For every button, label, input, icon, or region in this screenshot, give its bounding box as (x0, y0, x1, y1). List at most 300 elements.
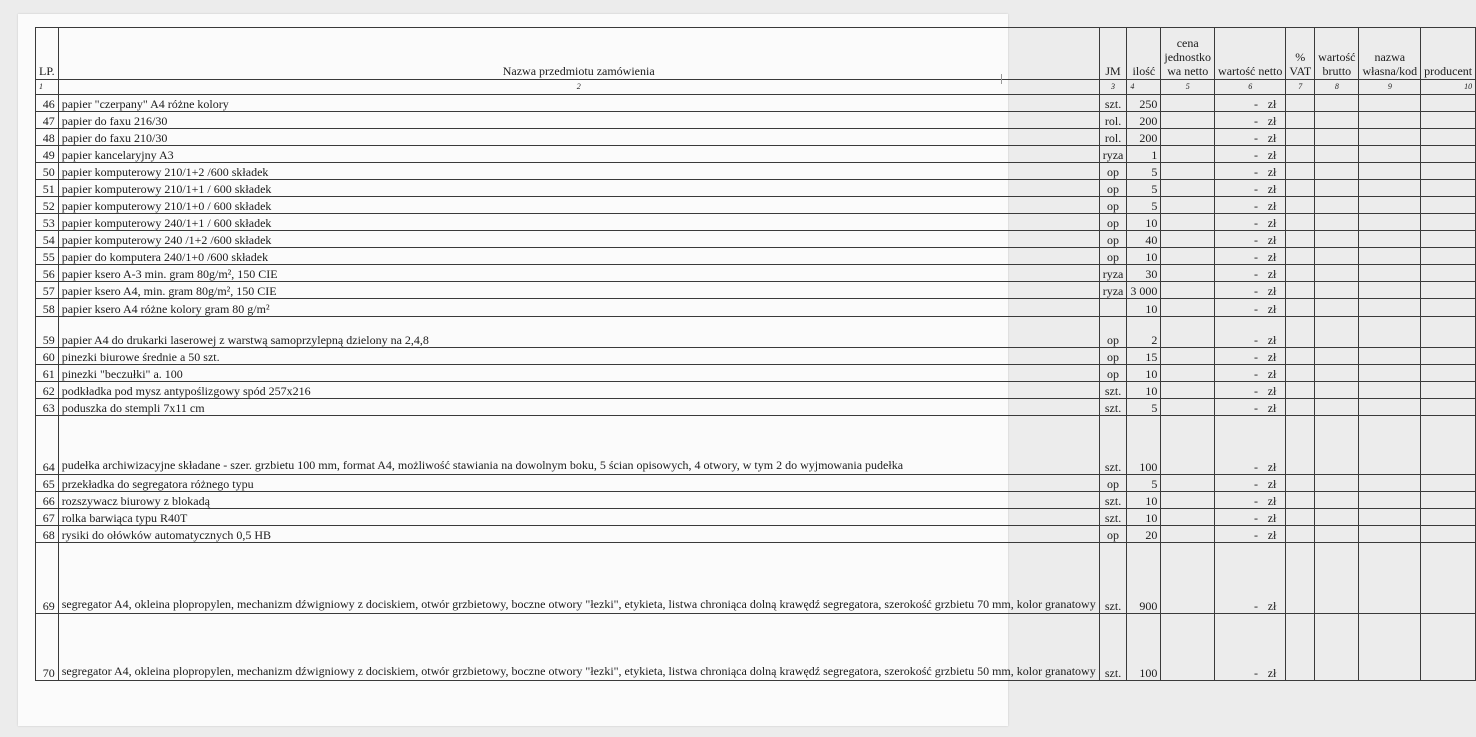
cell-name: papier komputerowy 210/1+0 / 600 składek (58, 197, 1099, 214)
cell-gross (1315, 475, 1359, 492)
cell-own-name (1359, 614, 1421, 681)
cell-vat (1286, 475, 1315, 492)
cell-own-name (1359, 543, 1421, 614)
cell-net-value (1215, 146, 1286, 163)
cell-net-value (1215, 526, 1286, 543)
cell-lp: 70 (36, 614, 59, 681)
net-value-currency: zł (1267, 477, 1277, 491)
cell-producer (1421, 231, 1476, 248)
cell-qty: 100 (1127, 416, 1161, 475)
table-row (36, 146, 1476, 163)
cell-net-value (1215, 163, 1286, 180)
cell-lp: 65 (36, 475, 59, 492)
cell-unit-price (1161, 399, 1215, 416)
table-row (36, 416, 1476, 475)
cell-producer (1421, 265, 1476, 282)
cell-jm: op (1099, 475, 1127, 492)
header-gross-l2: brutto (1322, 64, 1352, 78)
net-value-dash: - (1254, 302, 1259, 316)
cell-unit-price (1161, 382, 1215, 399)
net-value-dash: - (1254, 666, 1259, 680)
cell-qty: 10 (1127, 248, 1161, 265)
header-unit-price-l2: jednostko (1164, 50, 1212, 64)
column-number: 5 (1161, 80, 1215, 95)
table-row (36, 214, 1476, 231)
net-value-currency: zł (1267, 384, 1277, 398)
cell-producer (1421, 416, 1476, 475)
column-number: 2 (58, 80, 1099, 95)
cell-unit-price (1161, 180, 1215, 197)
net-value-dash: - (1254, 233, 1259, 247)
net-value-dash: - (1254, 97, 1259, 111)
cell-jm: op (1099, 180, 1127, 197)
cell-gross (1315, 416, 1359, 475)
cell-unit-price (1161, 282, 1215, 299)
cell-own-name (1359, 197, 1421, 214)
cell-qty: 5 (1127, 399, 1161, 416)
net-value-currency: zł (1267, 460, 1277, 474)
cell-gross (1315, 163, 1359, 180)
cell-net-value (1215, 214, 1286, 231)
cell-jm: szt. (1099, 543, 1127, 614)
cell-qty: 1 (1127, 146, 1161, 163)
cell-unit-price (1161, 416, 1215, 475)
cell-vat (1286, 231, 1315, 248)
net-value-currency: zł (1267, 131, 1277, 145)
cell-qty: 10 (1127, 299, 1161, 317)
column-number: 4 (1127, 80, 1161, 95)
table-row (36, 112, 1476, 129)
cell-unit-price (1161, 348, 1215, 365)
cell-producer (1421, 95, 1476, 112)
cell-net-value (1215, 180, 1286, 197)
cell-qty: 5 (1127, 180, 1161, 197)
cell-own-name (1359, 509, 1421, 526)
cell-vat (1286, 180, 1315, 197)
cell-jm: szt. (1099, 95, 1127, 112)
cell-unit-price (1161, 492, 1215, 509)
cell-lp: 63 (36, 399, 59, 416)
cell-name: rozszywacz biurowy z blokadą (58, 492, 1099, 509)
net-value-currency: zł (1267, 302, 1277, 316)
cell-gross (1315, 492, 1359, 509)
cell-jm: op (1099, 248, 1127, 265)
net-value-dash: - (1254, 216, 1259, 230)
cell-producer (1421, 492, 1476, 509)
cell-qty: 250 (1127, 95, 1161, 112)
net-value-dash: - (1254, 384, 1259, 398)
cell-qty: 5 (1127, 197, 1161, 214)
net-value-currency: zł (1267, 528, 1277, 542)
cell-lp: 56 (36, 265, 59, 282)
cell-jm: szt. (1099, 382, 1127, 399)
column-number: 8 (1315, 80, 1359, 95)
cell-name: papier do faxu 216/30 (58, 112, 1099, 129)
net-value-dash: - (1254, 528, 1259, 542)
cell-own-name (1359, 365, 1421, 382)
cell-unit-price (1161, 299, 1215, 317)
cell-vat (1286, 509, 1315, 526)
cell-net-value (1215, 282, 1286, 299)
cell-lp: 55 (36, 248, 59, 265)
cell-unit-price (1161, 214, 1215, 231)
cell-qty: 200 (1127, 129, 1161, 146)
net-value-currency: zł (1267, 165, 1277, 179)
cell-jm: op (1099, 526, 1127, 543)
cell-producer (1421, 214, 1476, 231)
net-value-currency: zł (1267, 666, 1277, 680)
cell-own-name (1359, 416, 1421, 475)
column-number: 6 (1215, 80, 1286, 95)
cell-producer (1421, 543, 1476, 614)
net-value-currency: zł (1267, 148, 1277, 162)
net-value-dash: - (1254, 401, 1259, 415)
cell-net-value (1215, 299, 1286, 317)
cell-gross (1315, 382, 1359, 399)
cell-lp: 60 (36, 348, 59, 365)
table-row (36, 399, 1476, 416)
table-row (36, 475, 1476, 492)
cell-gross (1315, 248, 1359, 265)
cell-vat (1286, 382, 1315, 399)
cell-net-value (1215, 248, 1286, 265)
cell-net-value (1215, 231, 1286, 248)
table-row (36, 129, 1476, 146)
cell-producer (1421, 129, 1476, 146)
table-body (36, 95, 1476, 681)
cell-unit-price (1161, 231, 1215, 248)
cell-vat (1286, 129, 1315, 146)
cell-vat (1286, 299, 1315, 317)
cell-unit-price (1161, 475, 1215, 492)
cell-name: papier komputerowy 240 /1+2 /600 składek (58, 231, 1099, 248)
cell-own-name (1359, 129, 1421, 146)
cell-name: segregator A4, okleina plopropylen, mechanizm dźwigniowy z dociskiem, otwór grzbietowy, boczne otwory "łezki", etykieta, listwa chroniąca dolną krawędź segregatora, szerokość grzbietu 50 mm, kolor granatowy (58, 614, 1099, 681)
cell-net-value (1215, 348, 1286, 365)
cell-producer (1421, 614, 1476, 681)
cell-qty: 15 (1127, 348, 1161, 365)
cell-unit-price (1161, 509, 1215, 526)
cell-name: pinezki "beczułki" a. 100 (58, 365, 1099, 382)
cell-lp: 51 (36, 180, 59, 197)
net-value-currency: zł (1267, 199, 1277, 213)
header-own-name-l1: nazwa (1374, 50, 1406, 64)
cell-unit-price (1161, 265, 1215, 282)
cell-lp: 46 (36, 95, 59, 112)
cell-vat (1286, 365, 1315, 382)
cell-qty: 900 (1127, 543, 1161, 614)
net-value-dash: - (1254, 131, 1259, 145)
cell-net-value (1215, 509, 1286, 526)
net-value-currency: zł (1267, 494, 1277, 508)
net-value-dash: - (1254, 165, 1259, 179)
cell-jm: rol. (1099, 129, 1127, 146)
cell-gross (1315, 348, 1359, 365)
table-row (36, 299, 1476, 317)
table-row (36, 95, 1476, 112)
cell-vat (1286, 416, 1315, 475)
cell-name: papier ksero A-3 min. gram 80g/m², 150 CIE (58, 265, 1099, 282)
cell-unit-price (1161, 317, 1215, 348)
header-unit-price-l1: cena (1176, 36, 1199, 50)
table-row (36, 180, 1476, 197)
cell-own-name (1359, 317, 1421, 348)
net-value-dash: - (1254, 350, 1259, 364)
column-number: 7 (1286, 80, 1315, 95)
net-value-dash: - (1254, 199, 1259, 213)
cell-unit-price (1161, 129, 1215, 146)
cell-lp: 47 (36, 112, 59, 129)
cell-producer (1421, 526, 1476, 543)
cell-gross (1315, 299, 1359, 317)
cell-name: papier ksero A4 różne kolory gram 80 g/m² (58, 299, 1099, 317)
cell-vat (1286, 248, 1315, 265)
table-row (36, 197, 1476, 214)
scan-edge-mark (1001, 74, 1002, 84)
cell-own-name (1359, 475, 1421, 492)
net-value-currency: zł (1267, 401, 1277, 415)
cell-net-value (1215, 492, 1286, 509)
table-row (36, 492, 1476, 509)
cell-net-value (1215, 543, 1286, 614)
cell-lp: 52 (36, 197, 59, 214)
cell-vat (1286, 146, 1315, 163)
cell-gross (1315, 197, 1359, 214)
header-lp: LP. (36, 28, 59, 80)
cell-unit-price (1161, 543, 1215, 614)
cell-producer (1421, 382, 1476, 399)
net-value-currency: zł (1267, 233, 1277, 247)
cell-producer (1421, 317, 1476, 348)
cell-lp: 67 (36, 509, 59, 526)
cell-qty: 3 000 (1127, 282, 1161, 299)
cell-lp: 54 (36, 231, 59, 248)
net-value-currency: zł (1267, 284, 1277, 298)
cell-jm: op (1099, 365, 1127, 382)
cell-lp: 64 (36, 416, 59, 475)
cell-gross (1315, 543, 1359, 614)
cell-vat (1286, 112, 1315, 129)
column-number: 3 (1099, 80, 1127, 95)
header-own-name-l2: własna/kod (1362, 64, 1418, 78)
cell-producer (1421, 112, 1476, 129)
cell-name: papier komputerowy 210/1+1 / 600 składek (58, 180, 1099, 197)
table-row (36, 348, 1476, 365)
cell-unit-price (1161, 146, 1215, 163)
net-value-dash: - (1254, 267, 1259, 281)
header-unit-price-l3: wa netto (1167, 64, 1209, 78)
cell-lp: 69 (36, 543, 59, 614)
cell-net-value (1215, 475, 1286, 492)
cell-name: rysiki do ołówków automatycznych 0,5 HB (58, 526, 1099, 543)
table-row (36, 163, 1476, 180)
cell-unit-price (1161, 112, 1215, 129)
column-number: 9 (1359, 80, 1421, 95)
cell-producer (1421, 163, 1476, 180)
cell-lp: 58 (36, 299, 59, 317)
header-producer: producent (1421, 28, 1476, 80)
cell-producer (1421, 365, 1476, 382)
cell-qty: 200 (1127, 112, 1161, 129)
table-row (36, 543, 1476, 614)
column-number-row (36, 80, 1476, 95)
cell-qty: 10 (1127, 214, 1161, 231)
header-vat (1286, 28, 1315, 80)
cell-net-value (1215, 317, 1286, 348)
table-row (36, 526, 1476, 543)
header-vat-l1: % (1295, 50, 1306, 64)
net-value-currency: zł (1267, 250, 1277, 264)
cell-jm: szt. (1099, 399, 1127, 416)
table-row (36, 614, 1476, 681)
table-row (36, 382, 1476, 399)
cell-jm: op (1099, 317, 1127, 348)
cell-producer (1421, 299, 1476, 317)
cell-vat (1286, 197, 1315, 214)
cell-net-value (1215, 416, 1286, 475)
cell-gross (1315, 614, 1359, 681)
cell-producer (1421, 348, 1476, 365)
cell-vat (1286, 399, 1315, 416)
table-row (36, 509, 1476, 526)
header-unit-price (1161, 28, 1215, 80)
header-net-value: wartość netto (1215, 28, 1286, 80)
header-name: Nazwa przedmiotu zamówienia (58, 28, 1099, 80)
cell-jm: op (1099, 214, 1127, 231)
cell-own-name (1359, 231, 1421, 248)
cell-gross (1315, 509, 1359, 526)
cell-own-name (1359, 492, 1421, 509)
cell-name: papier do faxu 210/30 (58, 129, 1099, 146)
cell-vat (1286, 317, 1315, 348)
cell-unit-price (1161, 163, 1215, 180)
net-value-dash: - (1254, 494, 1259, 508)
net-value-currency: zł (1267, 599, 1277, 613)
cell-unit-price (1161, 95, 1215, 112)
table-row (36, 282, 1476, 299)
cell-jm: szt. (1099, 614, 1127, 681)
cell-lp: 59 (36, 317, 59, 348)
cell-producer (1421, 399, 1476, 416)
cell-own-name (1359, 146, 1421, 163)
cell-lp: 57 (36, 282, 59, 299)
cell-own-name (1359, 112, 1421, 129)
cell-gross (1315, 112, 1359, 129)
net-value-dash: - (1254, 460, 1259, 474)
table-row (36, 231, 1476, 248)
table-row (36, 265, 1476, 282)
cell-name: papier "czerpany" A4 różne kolory (58, 95, 1099, 112)
net-value-dash: - (1254, 599, 1259, 613)
cell-gross (1315, 231, 1359, 248)
cell-jm (1099, 299, 1127, 317)
table-row (36, 317, 1476, 348)
cell-qty: 40 (1127, 231, 1161, 248)
cell-net-value (1215, 382, 1286, 399)
net-value-dash: - (1254, 333, 1259, 347)
cell-vat (1286, 526, 1315, 543)
cell-gross (1315, 180, 1359, 197)
cell-vat (1286, 543, 1315, 614)
cell-jm: ryza (1099, 265, 1127, 282)
cell-own-name (1359, 180, 1421, 197)
cell-gross (1315, 265, 1359, 282)
net-value-currency: zł (1267, 367, 1277, 381)
cell-name: papier A4 do drukarki laserowej z warstwą samoprzylepną dzielony na 2,4,8 (58, 317, 1099, 348)
cell-vat (1286, 265, 1315, 282)
cell-own-name (1359, 526, 1421, 543)
header-jm: JM (1099, 28, 1127, 80)
cell-own-name (1359, 399, 1421, 416)
cell-qty: 20 (1127, 526, 1161, 543)
cell-vat (1286, 163, 1315, 180)
cell-unit-price (1161, 197, 1215, 214)
cell-jm: op (1099, 197, 1127, 214)
cell-jm: szt. (1099, 416, 1127, 475)
cell-name: papier kancelaryjny A3 (58, 146, 1099, 163)
cell-name: papier do komputera 240/1+0 /600 składek (58, 248, 1099, 265)
cell-producer (1421, 509, 1476, 526)
net-value-currency: zł (1267, 267, 1277, 281)
cell-qty: 10 (1127, 382, 1161, 399)
cell-qty: 5 (1127, 163, 1161, 180)
document-page (18, 14, 1473, 726)
cell-producer (1421, 146, 1476, 163)
net-value-currency: zł (1267, 511, 1277, 525)
cell-net-value (1215, 197, 1286, 214)
cell-qty: 100 (1127, 614, 1161, 681)
cell-vat (1286, 614, 1315, 681)
cell-name: rolka barwiąca typu R40T (58, 509, 1099, 526)
cell-jm: ryza (1099, 282, 1127, 299)
cell-net-value (1215, 129, 1286, 146)
cell-own-name (1359, 382, 1421, 399)
cell-qty: 5 (1127, 475, 1161, 492)
cell-jm: op (1099, 231, 1127, 248)
cell-lp: 61 (36, 365, 59, 382)
cell-unit-price (1161, 614, 1215, 681)
header-gross-l1: wartość (1318, 50, 1356, 64)
net-value-currency: zł (1267, 333, 1277, 347)
cell-lp: 68 (36, 526, 59, 543)
header-qty: ilość (1127, 28, 1161, 80)
net-value-currency: zł (1267, 182, 1277, 196)
cell-gross (1315, 526, 1359, 543)
cell-name: segregator A4, okleina plopropylen, mechanizm dźwigniowy z dociskiem, otwór grzbietowy, boczne otwory "łezki", etykieta, listwa chroniąca dolną krawędź segregatora, szerokość grzbietu 70 mm, kolor granatowy (58, 543, 1099, 614)
cell-net-value (1215, 399, 1286, 416)
cell-unit-price (1161, 248, 1215, 265)
cell-name: przekładka do segregatora różnego typu (58, 475, 1099, 492)
cell-own-name (1359, 163, 1421, 180)
cell-lp: 49 (36, 146, 59, 163)
cell-qty: 10 (1127, 492, 1161, 509)
cell-jm: rol. (1099, 112, 1127, 129)
cell-own-name (1359, 265, 1421, 282)
cell-qty: 2 (1127, 317, 1161, 348)
cell-name: poduszka do stempli 7x11 cm (58, 399, 1099, 416)
cell-lp: 53 (36, 214, 59, 231)
cell-own-name (1359, 95, 1421, 112)
cell-qty: 10 (1127, 365, 1161, 382)
net-value-currency: zł (1267, 114, 1277, 128)
cell-gross (1315, 146, 1359, 163)
cell-lp: 66 (36, 492, 59, 509)
cell-unit-price (1161, 365, 1215, 382)
net-value-dash: - (1254, 284, 1259, 298)
cell-lp: 48 (36, 129, 59, 146)
cell-gross (1315, 95, 1359, 112)
cell-jm: szt. (1099, 509, 1127, 526)
